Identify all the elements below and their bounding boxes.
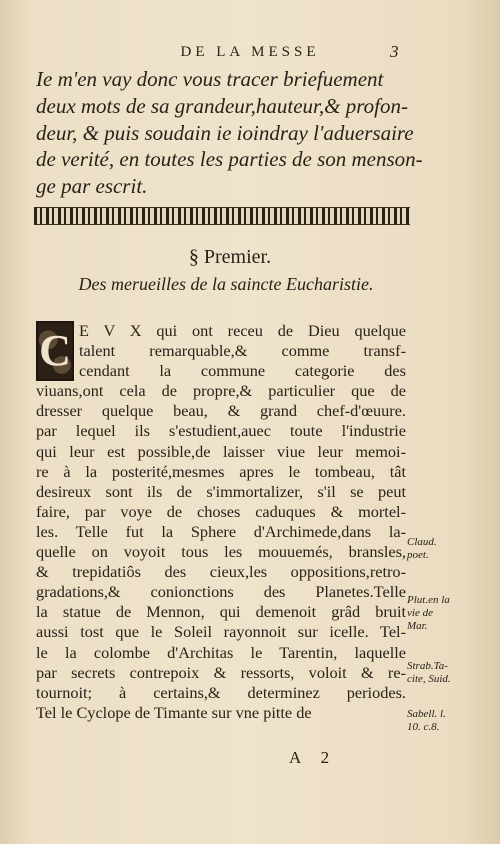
intro-line: de verité, en toutes les parties de son menson- — [36, 147, 423, 172]
body-line: Tel le Cyclope de Timante sur vne pitte de — [36, 702, 312, 722]
body-line: aussi tost que le Soleil rayonnoit sur icelle. Tel- — [36, 622, 406, 642]
intro-paragraph — [36, 66, 423, 200]
body-line: les. Telle fut la Sphere d'Archimede,dans la- — [36, 521, 406, 541]
ornamental-divider — [34, 207, 410, 225]
body-line: faire, par voye de choses caduques & mortel- — [36, 501, 406, 521]
margin-note: Claud. poet. — [407, 536, 437, 561]
body-line: le la colombe d'Architas le Tarentin, laquelle — [36, 642, 406, 662]
margin-note: Plut.en la vie de Mar. — [407, 594, 450, 632]
decorated-initial-letter: C — [39, 326, 71, 375]
margin-note: Strab.Ta- cite, Suid. — [407, 660, 451, 685]
body-line: E V X qui ont receu de Dieu quelque — [79, 321, 406, 340]
body-line: par lequel ils s'estudient,auec toute l'industrie — [36, 421, 406, 441]
intro-line: ge par escrit. — [36, 174, 148, 199]
section-subtitle: Des merueilles de la saincte Eucharistie. — [78, 274, 374, 294]
body-line: gradations,& conionctions des Planetes.Telle — [36, 582, 406, 602]
body-line: talent remarquable,& comme transf- — [79, 341, 406, 361]
intro-line: Ie m'en vay donc vous tracer briefuement — [36, 67, 384, 91]
body-line: quelle on voyoit tous les mouuemés, bransles, — [36, 542, 406, 562]
body-line: la statue de Mennon, qui demenoit grâd bruit — [36, 602, 406, 622]
section-title: § Premier. — [188, 246, 272, 268]
body-line: tournoit; à certains,& determinez periodes. — [36, 682, 406, 702]
page-header — [0, 44, 500, 64]
running-title: DE LA MESSE — [180, 44, 320, 60]
margin-note: Sabell. l. 10. c.8. — [407, 708, 446, 733]
body-line: desireux sont ils de s'immortalizer, s'il se peut — [36, 481, 406, 501]
page-footer — [36, 748, 466, 772]
body-paragraph — [36, 321, 406, 723]
intro-line: deux mots de sa grandeur,hauteur,& profon- — [36, 93, 408, 118]
body-line: dresser quelque beau, & grand chef-d'œuure. — [36, 401, 406, 421]
page-number: 3 — [390, 42, 399, 61]
body-line: re à la posterité,mesmes apres le tombeau, tât — [36, 461, 406, 481]
intro-line: deur, & puis soudain ie ioindray l'aduersaire — [36, 120, 414, 145]
body-line: par secrets contrepoix & ressorts, voloit & re- — [36, 662, 406, 682]
body-line: viuans,ont cela de propre,& particulier que de — [36, 381, 406, 401]
body-line: cendant la commune categorie des — [79, 361, 406, 381]
signature-mark: A 2 — [289, 748, 338, 767]
body-line: qui leur est possible,de laisser viue leur memoi- — [36, 441, 406, 461]
body-line: & trepidatiôs des cieux,les oppositions,retro- — [36, 562, 406, 582]
